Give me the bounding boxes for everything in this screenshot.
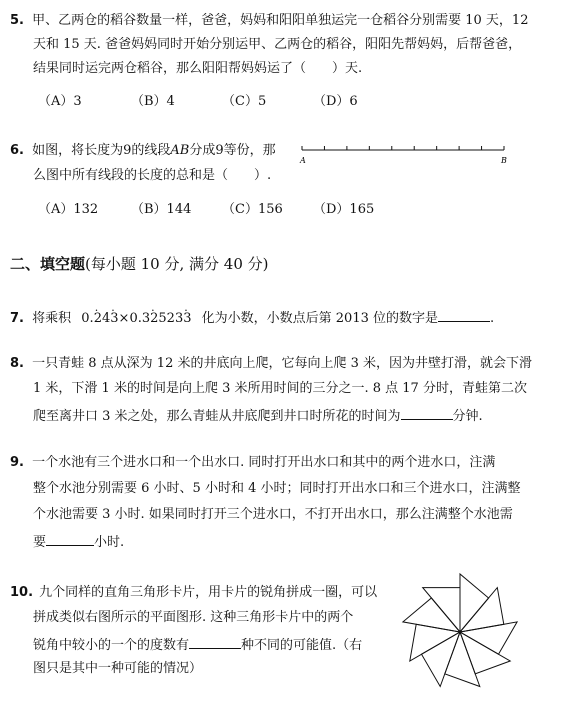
q10-line1	[10, 584, 377, 602]
q8-text-3a: 爬至离井口 3 米之处，那么青蛙从井底爬到井口时所花的时间为	[33, 409, 401, 424]
q9-line3	[33, 506, 513, 524]
q10-line2	[33, 609, 353, 627]
q7-post: 化为小数，小数点后第 2013 位的数字是	[201, 311, 439, 326]
q6-number: 6.	[10, 143, 24, 158]
section-heading	[10, 254, 269, 274]
q7-end: .	[490, 311, 495, 326]
q8-line2	[33, 380, 527, 398]
q5-choice-d: （D）6	[313, 94, 358, 109]
q7-factor-1	[81, 311, 118, 326]
q10-text-4: 图只是其中一种可能的情况）	[33, 661, 203, 676]
q10-line4	[33, 660, 202, 678]
q7-f1-mid: 4	[101, 311, 111, 326]
q7-f2-int: 0.3	[129, 311, 151, 326]
q6-text-1a: 如图，将长度为9的线段	[32, 143, 171, 158]
q5-text-3: 结果同时运完两仓稻谷，那么阳阳帮妈妈运了（ ）天.	[33, 61, 363, 76]
q9-line1	[10, 454, 495, 472]
q9-text-2: 整个水池分别需要 6 小时、5 小时和 4 小时；同时打开出水口和三个进水口，注满整	[33, 481, 521, 496]
q10-line3	[33, 635, 362, 655]
q10-number: 10.	[10, 585, 34, 600]
q6-line2	[33, 167, 271, 185]
q5-line3	[33, 60, 362, 78]
q6-choice-b: （B）144	[131, 202, 192, 217]
pinwheel-triangle	[423, 588, 460, 632]
q7-line	[10, 308, 494, 328]
section-title: 二、填空题	[10, 255, 86, 273]
q7-f2-repeat-start: · 2	[150, 311, 158, 326]
q9-line2	[33, 480, 520, 498]
pinwheel-triangle	[460, 622, 517, 654]
q5-text-1: 甲、乙两仓的稻谷数量一样，爸爸，妈妈和阳阳单独运完一仓稻谷分别需要 10 天，12	[32, 13, 529, 28]
q10-text-2: 拼成类似右图所示的平面图形. 这种三角形卡片中的两个	[33, 610, 354, 625]
q6-segment-name: AB	[170, 143, 190, 158]
q6-choice-d: （D）165	[313, 202, 375, 217]
q7-f1-int: 0.	[81, 311, 94, 326]
q7-f1-repeat-end: · 3	[110, 311, 118, 326]
q7-times: ×	[118, 311, 130, 326]
q5-choice-c: （C）5	[222, 94, 267, 109]
q8-answer-blank[interactable]	[401, 406, 453, 420]
q9-text-4b: 小时.	[94, 535, 125, 550]
q7-factor-2	[129, 311, 191, 326]
q5-line2	[33, 36, 521, 54]
section-note: (每小题 10 分, 满分 40 分)	[85, 255, 269, 273]
pinwheel-triangle	[403, 598, 460, 632]
q7-f1-repeat-start: · 2	[94, 311, 102, 326]
q9-line4	[33, 532, 124, 552]
q9-number: 9.	[10, 455, 24, 470]
q7-f2-repeat-end: · 3	[183, 311, 191, 326]
q8-number: 8.	[10, 356, 24, 371]
q6-text-1c: 分成9等份，那	[189, 143, 276, 158]
q5-line1	[10, 12, 528, 30]
pinwheel-triangle	[410, 624, 460, 661]
q7-answer-blank[interactable]	[438, 308, 490, 322]
q7-f2-mid: 523	[158, 311, 184, 326]
q6-line1	[10, 142, 276, 160]
q9-text-4a: 要	[33, 535, 47, 550]
q8-text-1: 一只青蛙 8 点从深为 12 米的井底向上爬，它每向上爬 3 米，因为井壁打滑，就会下滑	[32, 356, 533, 371]
q8-line1	[10, 355, 532, 373]
q5-choice-a: （A）3	[38, 94, 82, 109]
q8-line3	[33, 406, 483, 426]
q6-text-2: 么图中所有线段的长度的总和是（ ）.	[33, 168, 272, 183]
q9-text-3: 个水池需要 3 小时. 如果同时打开三个进水口，不打开出水口，那么注满整个水池需	[33, 507, 513, 522]
q10-text-3b: 种不同的可能值.（右	[241, 638, 363, 653]
q9-text-1: 一个水池有三个进水口和一个出水口. 同时打开出水口和其中的两个进水口，注满	[32, 455, 496, 470]
point-a-label: A	[300, 156, 306, 165]
segment-ab-figure	[296, 140, 516, 166]
q9-answer-blank[interactable]	[46, 532, 94, 546]
q10-answer-blank[interactable]	[189, 635, 241, 649]
point-b-label: B	[501, 156, 507, 165]
q5-text-2: 天和 15 天. 爸爸妈妈同时开始分别运甲、乙两仓的稻谷，阳阳先帮妈妈，后帮爸爸，	[33, 37, 522, 52]
pinwheel-triangle	[422, 632, 461, 687]
q5-number: 5.	[10, 13, 24, 28]
pinwheel-triangles-figure	[390, 568, 555, 700]
q8-text-3b: 分钟.	[452, 409, 483, 424]
q10-text-1: 九个同样的直角三角形卡片，用卡片的锐角拼成一圈，可以	[39, 585, 378, 600]
q10-text-3a: 锐角中较小的一个的度数有	[33, 638, 190, 653]
q5-choice-b: （B）4	[131, 94, 175, 109]
q6-choice-a: （A）132	[38, 202, 99, 217]
q8-text-2: 1 米，下滑 1 米的时间是向上爬 3 米所用时间的三分之一. 8 点 17 分时，青蛙第二次	[33, 381, 527, 396]
q7-pre: 将乘积	[32, 311, 72, 326]
q7-number: 7.	[10, 311, 24, 326]
q6-choice-c: （C）156	[222, 202, 283, 217]
